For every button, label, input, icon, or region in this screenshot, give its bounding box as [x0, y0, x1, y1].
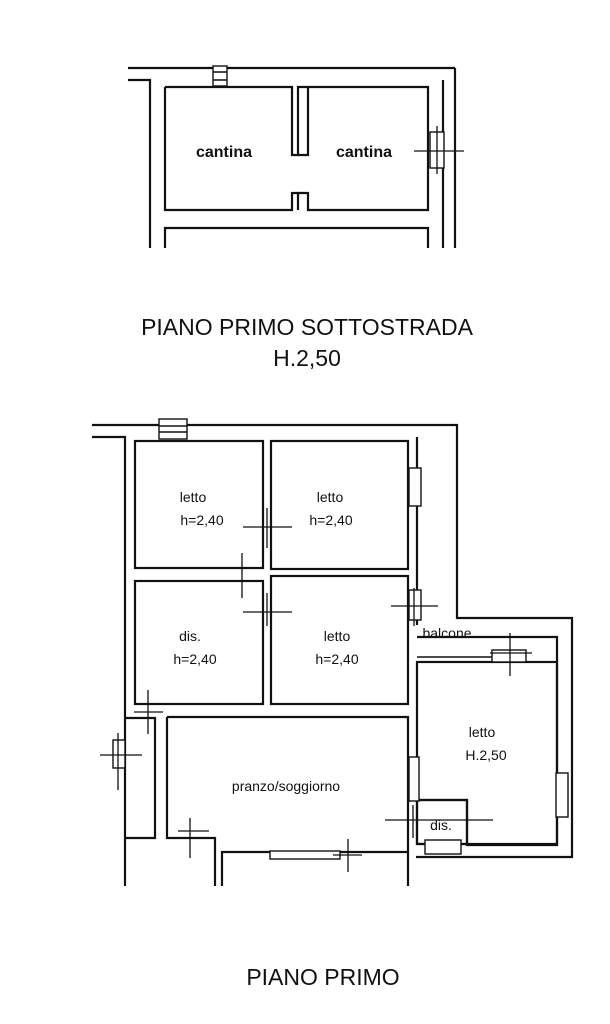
room-height: h=2,40 — [173, 651, 217, 667]
basement-height: H.2,50 — [273, 345, 341, 371]
room-name: letto — [468, 724, 496, 740]
window-icon — [113, 740, 125, 768]
door-marker-icon — [333, 839, 362, 872]
floor-wall — [92, 437, 125, 718]
basement-wall — [165, 228, 428, 248]
door-marker-icon — [243, 508, 292, 548]
window-icon — [492, 650, 526, 662]
window-icon — [213, 66, 227, 86]
door-marker-icon — [134, 690, 163, 734]
first-floor-title: PIANO PRIMO — [246, 964, 400, 990]
room-name: letto — [179, 489, 207, 505]
basement-room-label: cantina — [335, 144, 393, 161]
room-outline — [167, 717, 408, 886]
room-outline — [271, 441, 408, 569]
basement-room-label: cantina — [195, 144, 253, 161]
first-floor-plan — [92, 419, 572, 990]
room-height: h=2,40 — [309, 512, 353, 528]
room-name: letto — [323, 628, 351, 644]
door-marker-icon — [242, 553, 292, 626]
window-icon — [409, 757, 419, 801]
room-name: balcone — [422, 625, 472, 641]
window-icon — [159, 419, 187, 439]
basement-wall — [128, 80, 150, 248]
room-height: h=2,40 — [180, 512, 224, 528]
room-name: letto — [316, 489, 344, 505]
window-icon — [409, 590, 421, 620]
room-name: dis. — [430, 817, 452, 833]
room-height: H.2,50 — [465, 747, 507, 763]
basement-title: PIANO PRIMO SOTTOSTRADA — [141, 314, 473, 340]
room-name: dis. — [179, 628, 201, 644]
floor-wall — [417, 637, 557, 845]
window-icon — [556, 773, 568, 817]
window-icon — [425, 840, 461, 854]
basement-plan — [128, 66, 474, 371]
basement-wall — [298, 87, 308, 155]
floor-wall — [125, 718, 155, 886]
room-name: pranzo/soggiorno — [231, 778, 341, 794]
door-marker-icon — [391, 588, 438, 626]
room-height: h=2,40 — [315, 651, 359, 667]
window-icon — [270, 851, 340, 859]
window-icon — [409, 468, 421, 506]
